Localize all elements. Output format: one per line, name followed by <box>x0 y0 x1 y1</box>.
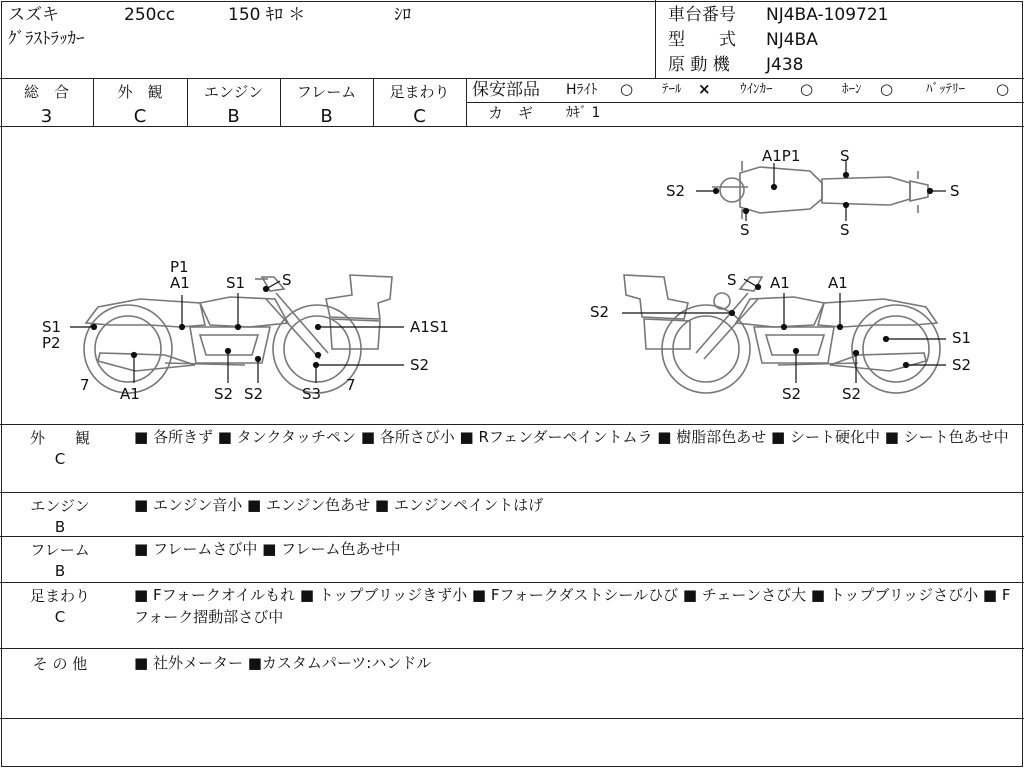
safety-item-battery: ﾊﾞｯﾃﾘｰ <box>926 82 965 97</box>
diagram-label: S2 <box>952 356 972 374</box>
safety-mark: × <box>698 80 711 98</box>
body-color: ｼﾛ <box>394 5 411 25</box>
rule <box>0 648 1024 649</box>
grade-label: エンジン <box>203 83 264 101</box>
rule <box>0 492 1024 493</box>
diagram-label: S2 <box>244 385 264 403</box>
safety-mark: ○ <box>800 80 814 98</box>
safety-item-horn: ﾎｰﾝ <box>842 82 862 97</box>
diagram-label: S2 <box>666 182 686 200</box>
bike-right-view <box>624 275 940 393</box>
safety-mark: ○ <box>880 80 894 98</box>
type-label: 型 式 <box>668 30 736 50</box>
diagram-label: P2 <box>42 334 61 352</box>
engine-value: J438 <box>766 55 804 75</box>
diagram-label: S2 <box>410 356 430 374</box>
diagram-label: S <box>282 271 292 289</box>
section-grade: C <box>54 608 66 626</box>
section-title-label: 外 観 <box>29 429 90 447</box>
diagram-label: S1 <box>952 329 972 347</box>
rule <box>0 718 1024 719</box>
section-text: ■ 各所きず ■ タンクタッチペン ■ 各所さび小 ■ Rフェンダーペイントムラ ■ 樹脂部色あせ ■ シート硬化中 ■ シート色あせ中 <box>134 428 1009 446</box>
diagram-label: S <box>727 271 737 289</box>
type-value: NJ4BA <box>766 30 818 50</box>
diagram-label: S1 <box>226 274 246 292</box>
section-text: ■ エンジン音小 ■ エンジン色あせ ■ エンジンペイントはげ <box>134 496 544 514</box>
section-title <box>0 540 120 582</box>
diagram-label: S <box>950 182 960 200</box>
grade-suspension <box>373 81 466 127</box>
mileage: 150 ｷﾛ ＊ <box>228 5 306 25</box>
diagram-label: S2 <box>214 385 234 403</box>
rule <box>0 582 1024 583</box>
diagram-label: S2 <box>842 385 862 403</box>
section-grade: B <box>54 518 66 536</box>
grade-value: B <box>320 106 333 127</box>
diagram-label: A1 <box>120 385 140 403</box>
section-title-label: そ の 他 <box>32 655 88 673</box>
diagram-label: S2 <box>782 385 802 403</box>
safety-item-tail: ﾃｰﾙ <box>662 82 682 97</box>
section-text: ■ Fフォークオイルもれ ■ トップブリッジきず小 ■ Fフォークダストシールひび ■ チェーンさび大 ■ トップブリッジさび小 ■ Fフォーク摺動部さび中 <box>134 586 1011 626</box>
grade-engine <box>187 81 280 127</box>
diagram-label: P1 <box>170 258 189 276</box>
diagram-label: S <box>840 147 850 165</box>
displacement: 250cc <box>124 5 176 25</box>
grade-label: 足まわり <box>389 83 450 101</box>
diagram-label: S3 <box>302 385 322 403</box>
diagram-label: 7 <box>346 376 356 394</box>
rule <box>0 424 1024 425</box>
diagram-label: 7 <box>80 376 90 394</box>
diagram-label: S1 <box>42 318 62 336</box>
section-title-label: 足まわり <box>29 587 90 605</box>
diagram-label: S <box>740 221 750 239</box>
grade-total <box>0 81 93 127</box>
grade-label: 外 観 <box>117 83 163 101</box>
rule <box>0 78 1024 79</box>
grade-frame <box>280 81 373 127</box>
rule <box>0 536 1024 537</box>
section-grade: B <box>54 562 66 580</box>
section-title <box>0 586 120 628</box>
model-name: ｸﾞﾗｽﾄﾗｯｶｰ <box>8 29 85 49</box>
diagram-label: S2 <box>590 303 610 321</box>
section-title <box>0 496 120 538</box>
section-grade: C <box>54 450 66 468</box>
safety-mark: ○ <box>996 80 1010 98</box>
section-title-label: フレーム <box>30 541 90 559</box>
safety-item-winker: ｳｲﾝｶｰ <box>740 82 773 97</box>
maker: スズキ <box>8 5 59 25</box>
diagram-label: A1P1 <box>762 147 801 165</box>
section-title <box>0 654 120 675</box>
diagram-label: S <box>840 221 850 239</box>
key-label: カ ギ <box>488 104 534 122</box>
diagram-label: A1S1 <box>410 318 449 336</box>
grade-value: C <box>133 106 147 127</box>
section-text: ■ フレームさび中 ■ フレーム色あせ中 <box>134 540 401 558</box>
rule <box>466 102 1024 103</box>
header-divider <box>655 0 656 78</box>
safety-item-headlight: Hﾗｲﾄ <box>566 82 598 98</box>
engine-label: 原 動 機 <box>668 55 730 75</box>
grade-label: フレーム <box>296 83 357 101</box>
diagram-label: A1 <box>770 274 790 292</box>
section-text: ■ 社外メーター ■カスタムパーツ:ハンドル <box>134 654 432 672</box>
grade-exterior <box>93 81 187 127</box>
diagram-label: A1 <box>828 274 848 292</box>
grade-value: 3 <box>40 106 53 127</box>
safety-mark: ○ <box>620 80 634 98</box>
safety-label: 保安部品 <box>472 80 540 100</box>
frame-no-label: 車台番号 <box>668 5 736 25</box>
grade-value: C <box>413 106 426 127</box>
diagram-label: A1 <box>170 274 190 292</box>
section-title <box>0 428 120 470</box>
damage-diagram <box>0 127 1024 425</box>
grade-label: 総 合 <box>23 83 69 101</box>
grade-value: B <box>227 106 240 127</box>
section-title-label: エンジン <box>30 497 90 515</box>
key-value: ｶｷﾞ 1 <box>566 105 601 121</box>
frame-no: NJ4BA-109721 <box>766 5 889 25</box>
